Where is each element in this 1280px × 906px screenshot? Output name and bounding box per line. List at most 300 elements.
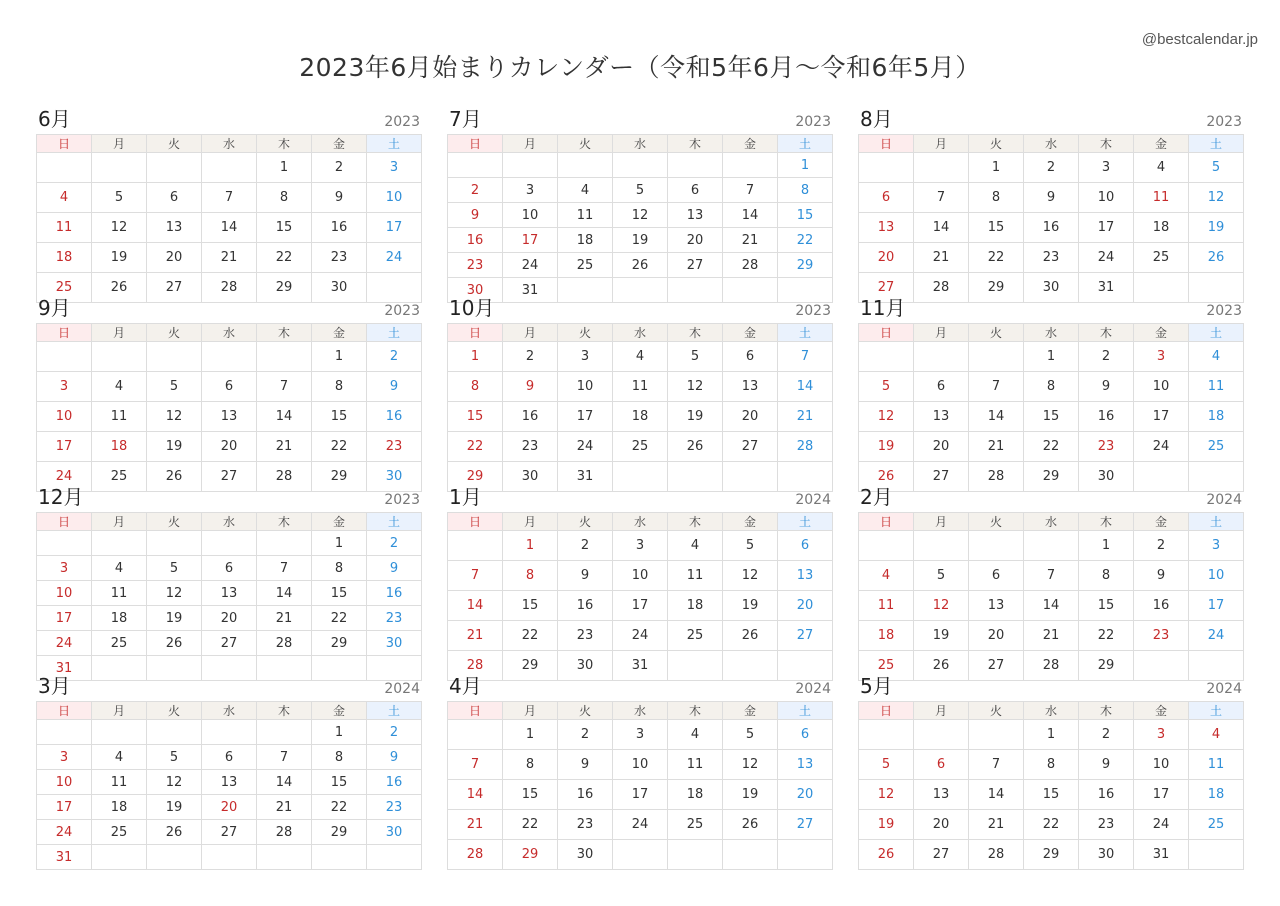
day-cell: 4	[613, 342, 668, 372]
weekday-header: 日	[37, 135, 92, 153]
day-cell: 19	[859, 810, 914, 840]
empty-cell	[859, 342, 914, 372]
day-cell: 29	[503, 651, 558, 681]
day-cell: 12	[859, 402, 914, 432]
day-cell: 6	[202, 372, 257, 402]
day-cell: 5	[668, 342, 723, 372]
month-year: 2024	[1206, 492, 1242, 508]
day-cell: 11	[1189, 750, 1244, 780]
day-cell: 26	[859, 462, 914, 492]
weekday-row	[448, 324, 833, 342]
day-cell: 26	[668, 432, 723, 462]
day-cell: 13	[147, 213, 202, 243]
day-cell: 31	[37, 845, 92, 870]
weekday-header: 金	[312, 513, 367, 531]
day-cell: 9	[558, 561, 613, 591]
day-cell: 12	[613, 203, 668, 228]
day-cell: 15	[969, 213, 1024, 243]
day-cell: 1	[969, 153, 1024, 183]
day-cell: 5	[147, 745, 202, 770]
week-row	[448, 840, 833, 870]
weekday-header: 金	[723, 135, 778, 153]
empty-cell	[257, 845, 312, 870]
empty-cell	[147, 720, 202, 745]
empty-cell	[668, 840, 723, 870]
day-cell: 14	[723, 203, 778, 228]
day-cell: 6	[723, 342, 778, 372]
day-cell: 30	[558, 651, 613, 681]
day-cell: 7	[969, 750, 1024, 780]
week-row	[37, 183, 422, 213]
day-cell: 28	[202, 273, 257, 303]
weekday-header: 土	[367, 702, 422, 720]
day-cell: 11	[92, 770, 147, 795]
day-cell: 28	[723, 253, 778, 278]
empty-cell	[92, 845, 147, 870]
weekday-header: 月	[92, 513, 147, 531]
day-cell: 8	[778, 178, 833, 203]
day-cell: 15	[503, 780, 558, 810]
day-cell: 8	[312, 556, 367, 581]
empty-cell	[257, 531, 312, 556]
week-row	[448, 810, 833, 840]
day-cell: 1	[312, 531, 367, 556]
month-name: 9月	[38, 296, 71, 320]
day-cell: 9	[367, 372, 422, 402]
month-header	[858, 671, 1244, 701]
day-cell: 21	[448, 621, 503, 651]
day-cell: 23	[367, 432, 422, 462]
empty-cell	[92, 342, 147, 372]
week-row	[37, 606, 422, 631]
day-cell: 24	[1134, 432, 1189, 462]
day-cell: 24	[367, 243, 422, 273]
weekday-header: 木	[257, 513, 312, 531]
week-row	[448, 228, 833, 253]
weekday-header: 木	[1079, 702, 1134, 720]
month-calendar	[447, 293, 833, 492]
day-cell: 1	[448, 342, 503, 372]
weekday-header: 水	[202, 324, 257, 342]
empty-cell	[257, 342, 312, 372]
day-cell: 3	[503, 178, 558, 203]
day-cell: 23	[1134, 621, 1189, 651]
weekday-header: 日	[37, 702, 92, 720]
weekday-header: 水	[202, 135, 257, 153]
week-row	[859, 621, 1244, 651]
week-row	[448, 153, 833, 178]
month-header	[447, 671, 833, 701]
day-cell: 30	[312, 273, 367, 303]
month-year: 2023	[795, 114, 831, 130]
day-cell: 13	[859, 213, 914, 243]
weekday-header: 木	[1079, 513, 1134, 531]
day-cell: 5	[914, 561, 969, 591]
month-calendar	[858, 104, 1244, 303]
day-cell: 4	[92, 372, 147, 402]
weekday-header: 日	[859, 513, 914, 531]
day-cell: 13	[202, 770, 257, 795]
weekday-header: 火	[558, 513, 613, 531]
week-row	[37, 531, 422, 556]
day-cell: 5	[859, 750, 914, 780]
day-cell: 24	[1189, 621, 1244, 651]
day-cell: 16	[1079, 780, 1134, 810]
month-table	[858, 701, 1244, 870]
day-cell: 21	[257, 432, 312, 462]
month-calendar	[36, 293, 422, 492]
week-row	[859, 153, 1244, 183]
weekday-header: 土	[367, 324, 422, 342]
month-name: 6月	[38, 107, 71, 131]
weekday-row	[448, 702, 833, 720]
day-cell: 29	[1024, 462, 1079, 492]
month-table	[858, 134, 1244, 303]
day-cell: 23	[558, 621, 613, 651]
day-cell: 16	[312, 213, 367, 243]
weekday-row	[37, 513, 422, 531]
day-cell: 20	[859, 243, 914, 273]
day-cell: 8	[312, 745, 367, 770]
empty-cell	[202, 845, 257, 870]
empty-cell	[503, 153, 558, 178]
day-cell: 13	[668, 203, 723, 228]
day-cell: 16	[367, 402, 422, 432]
empty-cell	[202, 342, 257, 372]
month-table	[36, 512, 422, 681]
day-cell: 16	[448, 228, 503, 253]
empty-cell	[914, 153, 969, 183]
day-cell: 17	[37, 606, 92, 631]
week-row	[859, 372, 1244, 402]
month-year: 2023	[795, 303, 831, 319]
empty-cell	[92, 531, 147, 556]
day-cell: 14	[257, 402, 312, 432]
day-cell: 29	[1024, 840, 1079, 870]
week-row	[37, 795, 422, 820]
day-cell: 12	[1189, 183, 1244, 213]
day-cell: 6	[859, 183, 914, 213]
weekday-header: 日	[37, 324, 92, 342]
weekday-header: 火	[147, 324, 202, 342]
week-row	[37, 845, 422, 870]
day-cell: 22	[312, 795, 367, 820]
day-cell: 7	[257, 372, 312, 402]
day-cell: 10	[1079, 183, 1134, 213]
day-cell: 31	[1079, 273, 1134, 303]
day-cell: 14	[778, 372, 833, 402]
weekday-header: 月	[914, 702, 969, 720]
month-name: 5月	[860, 674, 893, 698]
day-cell: 17	[367, 213, 422, 243]
week-row	[859, 840, 1244, 870]
day-cell: 28	[257, 462, 312, 492]
weekday-header: 土	[1189, 513, 1244, 531]
day-cell: 27	[147, 273, 202, 303]
day-cell: 29	[312, 820, 367, 845]
month-name: 2月	[860, 485, 893, 509]
day-cell: 10	[613, 750, 668, 780]
empty-cell	[257, 720, 312, 745]
day-cell: 30	[1079, 840, 1134, 870]
day-cell: 9	[558, 750, 613, 780]
empty-cell	[448, 720, 503, 750]
week-row	[859, 342, 1244, 372]
weekday-header: 日	[448, 324, 503, 342]
month-year: 2023	[384, 303, 420, 319]
weekday-header: 水	[1024, 135, 1079, 153]
day-cell: 5	[859, 372, 914, 402]
day-cell: 29	[257, 273, 312, 303]
week-row	[37, 556, 422, 581]
day-cell: 8	[969, 183, 1024, 213]
week-row	[859, 402, 1244, 432]
week-row	[859, 531, 1244, 561]
weekday-header: 水	[1024, 702, 1079, 720]
day-cell: 10	[37, 402, 92, 432]
empty-cell	[969, 342, 1024, 372]
day-cell: 26	[147, 631, 202, 656]
day-cell: 27	[778, 810, 833, 840]
weekday-row	[859, 135, 1244, 153]
day-cell: 25	[1189, 432, 1244, 462]
day-cell: 26	[723, 621, 778, 651]
weekday-row	[859, 324, 1244, 342]
day-cell: 8	[1024, 372, 1079, 402]
empty-cell	[914, 720, 969, 750]
day-cell: 31	[558, 462, 613, 492]
weekday-header: 水	[1024, 513, 1079, 531]
day-cell: 4	[92, 745, 147, 770]
day-cell: 29	[778, 253, 833, 278]
day-cell: 1	[503, 531, 558, 561]
day-cell: 7	[723, 178, 778, 203]
day-cell: 25	[92, 820, 147, 845]
day-cell: 25	[668, 621, 723, 651]
day-cell: 25	[1134, 243, 1189, 273]
weekday-header: 木	[1079, 135, 1134, 153]
day-cell: 11	[558, 203, 613, 228]
day-cell: 2	[367, 720, 422, 745]
day-cell: 30	[1079, 462, 1134, 492]
day-cell: 6	[778, 720, 833, 750]
weekday-row	[859, 513, 1244, 531]
weekday-header: 木	[257, 135, 312, 153]
day-cell: 19	[723, 780, 778, 810]
week-row	[859, 591, 1244, 621]
day-cell: 23	[367, 795, 422, 820]
week-row	[448, 178, 833, 203]
day-cell: 17	[37, 795, 92, 820]
day-cell: 20	[914, 810, 969, 840]
day-cell: 28	[257, 631, 312, 656]
day-cell: 20	[202, 432, 257, 462]
month-header	[36, 671, 422, 701]
week-row	[37, 770, 422, 795]
weekday-header: 水	[613, 324, 668, 342]
day-cell: 15	[312, 402, 367, 432]
day-cell: 22	[969, 243, 1024, 273]
month-header	[36, 104, 422, 134]
day-cell: 6	[202, 556, 257, 581]
weekday-header: 火	[969, 513, 1024, 531]
day-cell: 7	[257, 745, 312, 770]
day-cell: 28	[914, 273, 969, 303]
day-cell: 1	[257, 153, 312, 183]
month-calendar	[447, 104, 833, 303]
weekday-header: 月	[92, 135, 147, 153]
month-table	[447, 512, 833, 681]
day-cell: 21	[723, 228, 778, 253]
day-cell: 8	[503, 561, 558, 591]
day-cell: 21	[914, 243, 969, 273]
week-row	[448, 372, 833, 402]
weekday-header: 日	[448, 702, 503, 720]
weekday-header: 土	[778, 135, 833, 153]
day-cell: 18	[1134, 213, 1189, 243]
day-cell: 20	[914, 432, 969, 462]
month-year: 2023	[1206, 114, 1242, 130]
day-cell: 14	[969, 780, 1024, 810]
day-cell: 8	[503, 750, 558, 780]
week-row	[37, 432, 422, 462]
day-cell: 14	[257, 770, 312, 795]
day-cell: 3	[1189, 531, 1244, 561]
day-cell: 6	[202, 745, 257, 770]
day-cell: 29	[312, 462, 367, 492]
day-cell: 7	[1024, 561, 1079, 591]
weekday-header: 木	[668, 135, 723, 153]
empty-cell	[202, 531, 257, 556]
day-cell: 22	[1079, 621, 1134, 651]
day-cell: 3	[37, 372, 92, 402]
month-header	[447, 482, 833, 512]
day-cell: 12	[147, 402, 202, 432]
day-cell: 20	[778, 780, 833, 810]
empty-cell	[613, 840, 668, 870]
day-cell: 6	[778, 531, 833, 561]
day-cell: 21	[257, 606, 312, 631]
weekday-header: 木	[1079, 324, 1134, 342]
day-cell: 22	[448, 432, 503, 462]
month-header	[858, 293, 1244, 323]
day-cell: 3	[37, 556, 92, 581]
week-row	[448, 591, 833, 621]
day-cell: 10	[37, 770, 92, 795]
weekday-row	[37, 135, 422, 153]
month-year: 2023	[384, 114, 420, 130]
week-row	[448, 621, 833, 651]
month-table	[858, 512, 1244, 681]
day-cell: 24	[1079, 243, 1134, 273]
month-calendar	[36, 482, 422, 681]
month-calendar	[36, 671, 422, 870]
weekday-header: 月	[503, 702, 558, 720]
day-cell: 9	[1024, 183, 1079, 213]
day-cell: 18	[37, 243, 92, 273]
day-cell: 14	[202, 213, 257, 243]
week-row	[37, 153, 422, 183]
day-cell: 23	[1024, 243, 1079, 273]
day-cell: 27	[723, 432, 778, 462]
month-name: 3月	[38, 674, 71, 698]
day-cell: 13	[969, 591, 1024, 621]
weekday-header: 月	[92, 702, 147, 720]
day-cell: 26	[1189, 243, 1244, 273]
month-table	[447, 701, 833, 870]
day-cell: 18	[859, 621, 914, 651]
day-cell: 26	[147, 820, 202, 845]
day-cell: 18	[1189, 402, 1244, 432]
empty-cell	[37, 531, 92, 556]
day-cell: 27	[859, 273, 914, 303]
month-header	[858, 482, 1244, 512]
day-cell: 13	[778, 750, 833, 780]
month-table	[858, 323, 1244, 492]
day-cell: 18	[613, 402, 668, 432]
day-cell: 4	[558, 178, 613, 203]
day-cell: 3	[1079, 153, 1134, 183]
empty-cell	[202, 153, 257, 183]
day-cell: 4	[1189, 720, 1244, 750]
day-cell: 18	[92, 795, 147, 820]
empty-cell	[37, 720, 92, 745]
day-cell: 18	[668, 780, 723, 810]
month-name: 12月	[38, 485, 84, 509]
day-cell: 26	[914, 651, 969, 681]
weekday-header: 水	[202, 513, 257, 531]
weekday-header: 金	[1134, 135, 1189, 153]
weekday-header: 火	[969, 135, 1024, 153]
day-cell: 1	[503, 720, 558, 750]
empty-cell	[147, 531, 202, 556]
weekday-header: 火	[558, 135, 613, 153]
empty-cell	[448, 153, 503, 178]
day-cell: 30	[503, 462, 558, 492]
weekday-header: 木	[257, 702, 312, 720]
day-cell: 29	[503, 840, 558, 870]
week-row	[448, 253, 833, 278]
month-year: 2023	[384, 492, 420, 508]
day-cell: 26	[859, 840, 914, 870]
month-header	[858, 104, 1244, 134]
day-cell: 5	[92, 183, 147, 213]
empty-cell	[147, 845, 202, 870]
weekday-header: 水	[613, 135, 668, 153]
day-cell: 9	[367, 745, 422, 770]
day-cell: 20	[147, 243, 202, 273]
weekday-header: 日	[448, 135, 503, 153]
empty-cell	[914, 531, 969, 561]
day-cell: 16	[1024, 213, 1079, 243]
day-cell: 25	[558, 253, 613, 278]
weekday-header: 水	[1024, 324, 1079, 342]
day-cell: 23	[503, 432, 558, 462]
day-cell: 16	[1079, 402, 1134, 432]
week-row	[37, 402, 422, 432]
day-cell: 9	[312, 183, 367, 213]
day-cell: 19	[914, 621, 969, 651]
empty-cell	[859, 720, 914, 750]
day-cell: 18	[1189, 780, 1244, 810]
month-calendar	[858, 482, 1244, 681]
month-name: 10月	[449, 296, 495, 320]
day-cell: 19	[147, 606, 202, 631]
day-cell: 1	[778, 153, 833, 178]
month-table	[447, 134, 833, 303]
empty-cell	[448, 531, 503, 561]
day-cell: 20	[202, 606, 257, 631]
